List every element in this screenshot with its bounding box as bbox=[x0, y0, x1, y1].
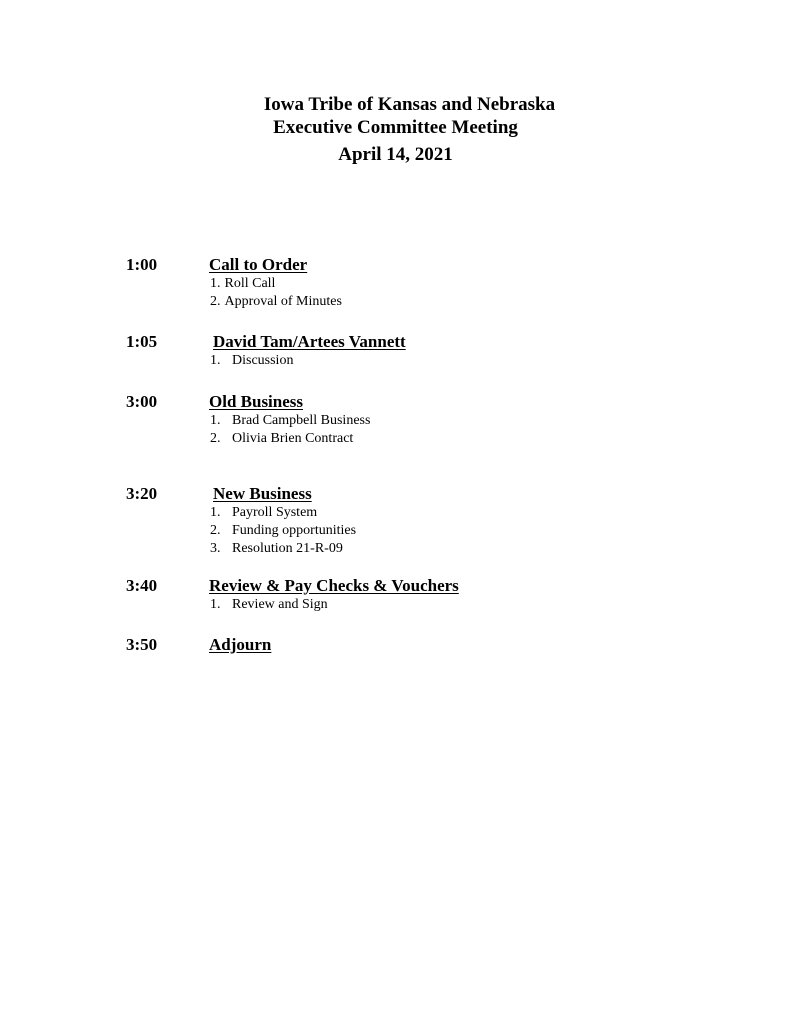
agenda-subitems bbox=[210, 352, 293, 370]
list-item: 1. Brad Campbell Business bbox=[210, 413, 371, 428]
agenda-time: 3:20 bbox=[126, 484, 158, 503]
agenda-subitems bbox=[210, 412, 370, 448]
list-item: 1. Roll Call bbox=[210, 276, 276, 291]
agenda-time: 3:00 bbox=[126, 392, 158, 411]
agenda-title: Review & Pay Checks & Vouchers bbox=[209, 576, 459, 595]
list-item: 2. Olivia Brien Contract bbox=[210, 431, 354, 446]
meeting-date: April 14, 2021 bbox=[338, 144, 453, 165]
list-item: 3. Resolution 21-R-09 bbox=[210, 541, 343, 556]
agenda-subitems bbox=[210, 596, 328, 614]
list-item: 1. Payroll System bbox=[210, 505, 318, 520]
list-item: 2. Approval of Minutes bbox=[210, 294, 342, 309]
agenda-title: New Business bbox=[213, 484, 312, 503]
agenda-title: Call to Order bbox=[209, 255, 308, 274]
list-item: 1. Review and Sign bbox=[210, 597, 328, 612]
organization-title: Iowa Tribe of Kansas and Nebraska bbox=[263, 94, 556, 115]
list-item: 1. Discussion bbox=[210, 353, 294, 368]
agenda-time: 3:40 bbox=[126, 576, 158, 595]
list-item: 2. Funding opportunities bbox=[210, 523, 357, 538]
meeting-title: Executive Committee Meeting bbox=[273, 117, 518, 138]
agenda-time: 1:05 bbox=[126, 332, 158, 351]
agenda-time: 3:50 bbox=[126, 635, 158, 654]
agenda-title: Adjourn bbox=[209, 635, 272, 654]
agenda-title: David Tam/Artees Vannett bbox=[213, 332, 406, 351]
agenda-subitems bbox=[210, 275, 342, 311]
agenda-title: Old Business bbox=[209, 392, 304, 411]
agenda-subitems bbox=[210, 504, 356, 558]
agenda-time: 1:00 bbox=[126, 255, 158, 274]
